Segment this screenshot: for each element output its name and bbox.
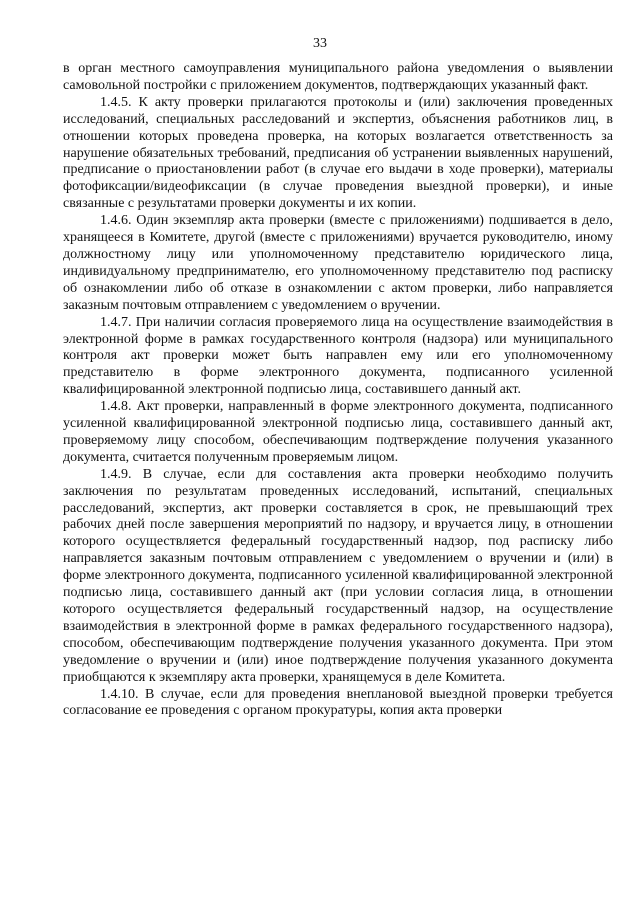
paragraph-1-4-7: 1.4.7. При наличии согласия проверяемого лица на осуществление взаимодействия в электронной форме в рамках государственного контроля (надзора) или муниципального контроля акт проверки может быть направлен ему или его уполномоченному представителю в форме электронного документа, подписанного усиленной квалифицированной электронной подписью лица, составившего данный акт. bbox=[63, 314, 613, 398]
paragraph-continuation: в орган местного самоуправления муниципального района уведомления о выявлении самовольной постройки с приложением документов, подтверждающих указанный факт. bbox=[63, 61, 613, 93]
document-body bbox=[63, 61, 613, 720]
paragraph-1-4-5: 1.4.5. К акту проверки прилагаются протоколы и (или) заключения проведенных исследований, специальных расследований и экспертиз, объяснения работников лиц, в отношении которых проведена проверка, на которых возлагается ответственность за нарушение обязательных требований, предписания об устранении выявленных нарушений, предписание о приостановлении работ (в случае его выдачи в ходе проверки), материалы фотофиксации/видеофиксации (в случае проведения выездной проверки), и иные связанные с результатами проверки документы и их копии. bbox=[63, 94, 613, 212]
paragraph-1-4-10: 1.4.10. В случае, если для проведения внеплановой выездной проверки требуется согласование ее проведения с органом прокуратуры, копия акта проверки bbox=[63, 686, 613, 719]
paragraph-1-4-6: 1.4.6. Один экземпляр акта проверки (вместе с приложениями) подшивается в дело, хранящееся в Комитете, другой (вместе с приложениями) вручается руководителю, иному должностному лицу или уполномоченному представителю юридического лица, индивидуальному предпринимателю, его уполномоченному представителю под расписку об ознакомлении либо об отказе в ознакомлении с актом проверки, либо направляется заказным почтовым отправлением с уведомлением о вручении. bbox=[63, 213, 613, 313]
page-number: 33 bbox=[313, 36, 327, 51]
paragraph-1-4-9: 1.4.9. В случае, если для составления акта проверки необходимо получить заключения по результатам проведенных исследований, испытаний, специальных расследований, экспертиз, акт проверки составляется в срок, не превышающий трех рабочих дней после завершения мероприятий по надзору, и вручается лицу, в отношении которого осуществляется федеральный государственный надзор, под расписку либо направляется заказным почтовым отправлением с уведомлением о вручении и (или) в форме электронного документа, подписанного усиленной квалифицированной электронной подписью лица, составившего данный акт (при условии согласия лица, в отношении которого осуществляется федеральный государственный надзор, на осуществление взаимодействия в электронной форме в рамках федерального государственного надзора), способом, обеспечивающим подтверждение получения указанного документа. При этом уведомление о вручении и (или) иное подтверждение получения указанного документа приобщаются к экземпляру акта проверки, хранящемуся в деле Комитета. bbox=[63, 466, 613, 685]
paragraph-1-4-8: 1.4.8. Акт проверки, направленный в форме электронного документа, подписанного усиленной квалифицированной электронной подписью лица, составившего данный акт, проверяемому лицу способом, обеспечивающим подтверждение получения указанного документа, считается полученным проверяемым лицом. bbox=[63, 399, 613, 465]
